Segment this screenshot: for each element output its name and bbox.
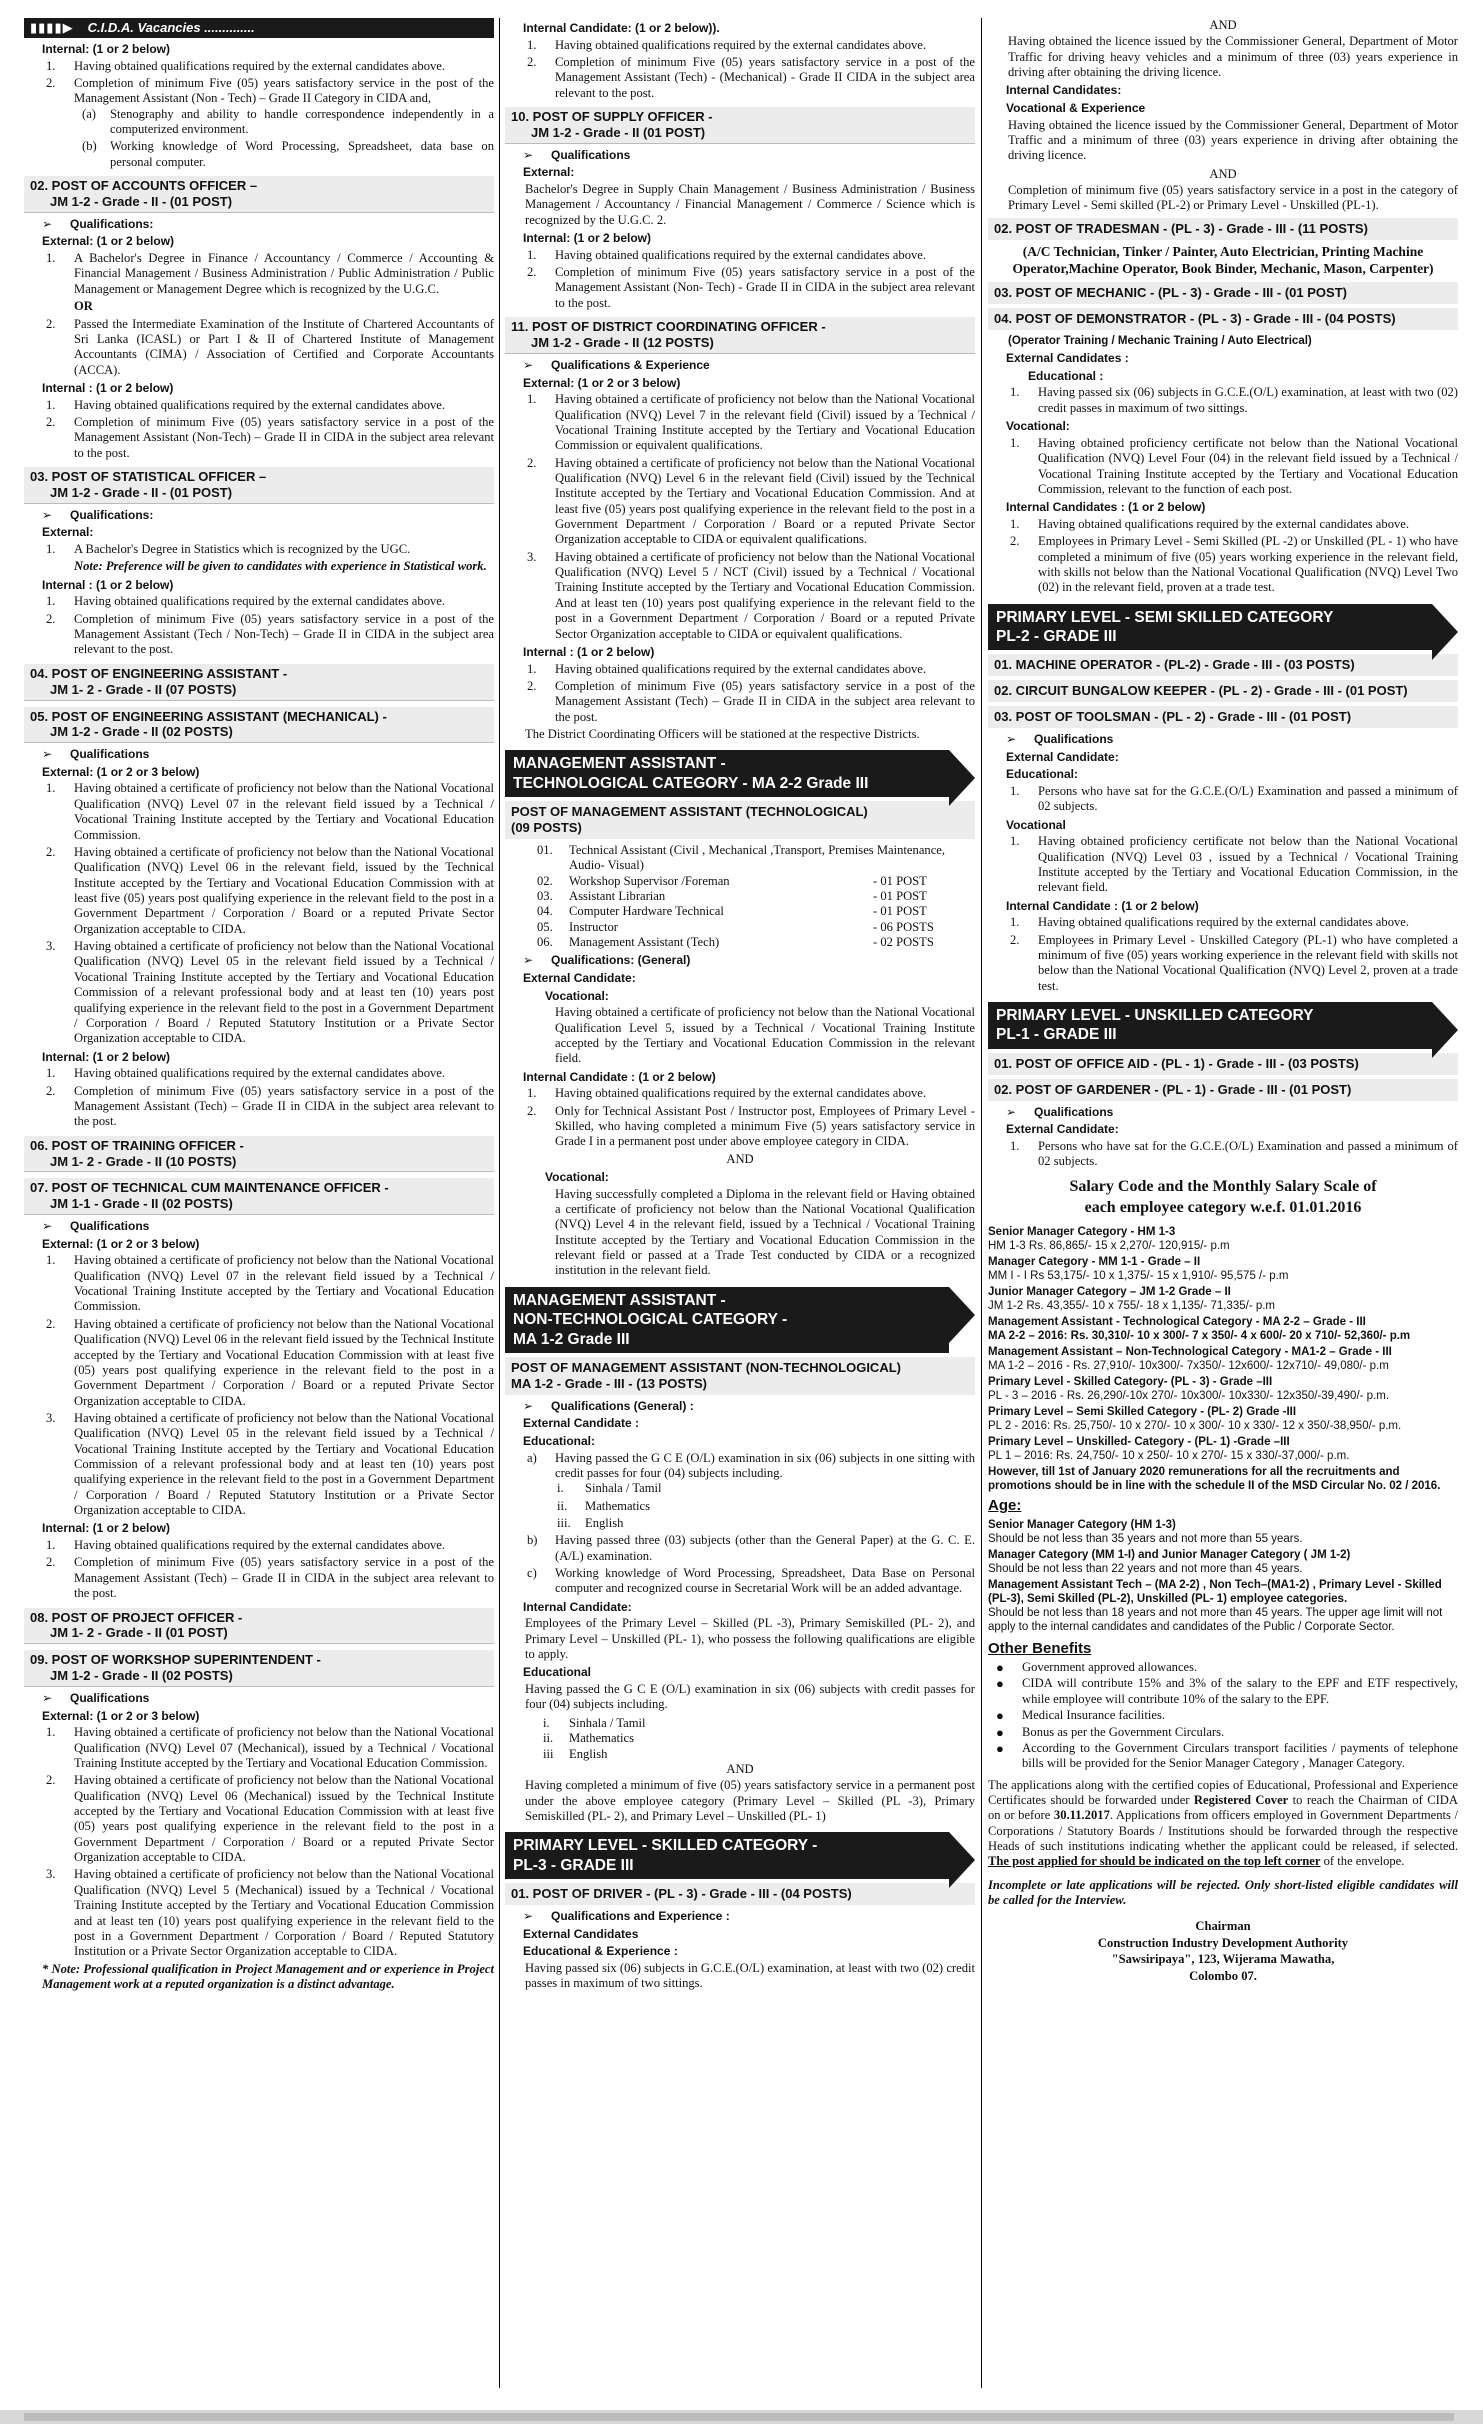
arrow-icon: ➢ [1006, 731, 1017, 746]
arrow-icon: ➢ [42, 1219, 53, 1234]
column-3 [988, 18, 1458, 2408]
category-banner: PRIMARY LEVEL - SEMI SKILLED CATEGORY PL-2 - GRADE III [988, 604, 1432, 651]
footer-bar [0, 2410, 1483, 2424]
age-item: Senior Manager Category (HM 1-3) Should be not less than 35 years and not more than 55 years. [988, 1518, 1303, 1545]
arrow-icon: ➢ [523, 1398, 534, 1413]
list-item: 3. Having obtained a certificate of proficiency not below than the National Vocational Qualification (NVQ) Level 5 / NCT (Civil) issued by a Technical / Vocational Training Institute accepted by the Tertiary and Vocational Education Commission. And at least ten (10) years post qualifying experience in the relevant field to the post in a Government Department / Corporation / Board or a reputed Private Sector Organization acceptable to CIDA or equivalent qualifications. [527, 549, 975, 641]
list-item: 2. Employees in Primary Level - Semi Skilled (PL -2) or Unskilled (PL - 1) who have completed a minimum of five (05) years working experience in the relevant field, with skills not below than the National Vocational Qualification (NVQ) Level Two (02) in the relevant field, proven at a trade test. [1010, 534, 1458, 595]
section-label: Vocational: [545, 1170, 609, 1185]
header-banner [24, 18, 494, 38]
paragraph: Having completed a minimum of five (05) years satisfactory service in a permanent post under the above employee category (Primary Level – Skilled (PL -3), Primary Semiskilled (PL- 2), and Primary Level – Unskilled (PL- 1) [525, 1778, 975, 1823]
salary-item: Primary Level – Unskilled- Category - (PL- 1) -Grade –III PL 1 – 2016: Rs. 24,750/- 10 x 250/- 10 x 270/- 15 x 330/-37,000/- p.m. [988, 1436, 1350, 1463]
post-heading: 09. POST OF WORKSHOP SUPERINTENDENT - JM 1-2 - Grade - II (02 POSTS) [24, 1650, 494, 1687]
category-banner: MANAGEMENT ASSISTANT - TECHNOLOGICAL CATEGORY - MA 2-2 Grade III [505, 750, 949, 797]
section-label: Internal: (1 or 2 below) [523, 231, 652, 246]
arrow-icon: ➢ [42, 747, 53, 762]
list-item: iii English [543, 1746, 608, 1761]
list-item: 2. Having obtained a certificate of proficiency not below than the National Vocational Qualification (NVQ) Level 6 in the relevant field (Civil) issued by the Technical Institute accepted by the Tertiary and Vocational Education Commission. And at least five (05) years post qualifying experience in the relevant field to the post in a Government Department / Corporation / Board or a reputed Private Sector Organization acceptable to CIDA or equivalent qualifications. [527, 455, 975, 547]
section-label: External: (1 or 2 or 3 below) [42, 764, 200, 779]
list-item: 1. Having obtained qualifications required by the external candidates above. [527, 1086, 927, 1101]
qualifications-label: ➢ Qualifications: [42, 507, 154, 522]
benefits-list [988, 1660, 1458, 1772]
section-label: Internal Candidate : (1 or 2 below) [1006, 898, 1199, 913]
list-item: 1. Having obtained proficiency certificate not below than the National Vocational Qualification (NVQ) Level Four (04) in the relevant field issued by a Technical / Vocational Training Institute accepted by the Tertiary and Vocational Education Commission, relevant to the function of each post. [1010, 435, 1458, 496]
list-item: 3. Having obtained a certificate of proficiency not below than the National Vocational Qualification (NVQ) Level 05 in the relevant field issued by a Technical / Vocational Training Institute accepted by the Tertiary and Vocational Education Commission of a relevant professional body and at least ten (10) years post qualifying experience in the relevant field to the post in a Government Department / Corporation / Board / Reputed Statutory Institution or a Private Sector Organization acceptable to CIDA. [46, 939, 494, 1046]
list-item: 1. Having obtained qualifications required by the external candidates above. [527, 661, 927, 676]
section-label: Educational : [1028, 368, 1104, 383]
list-item: 1. Persons who have sat for the G.C.E.(O/L) Examination and passed a minimum of 02 subjects. [1010, 1138, 1458, 1169]
section-label: External Candidates : [1006, 351, 1129, 366]
list-item: (a) Stenography and ability to handle correspondence independently in a computerized environment. [82, 106, 494, 137]
paragraph: Employees of the Primary Level – Skilled (PL -3), Primary Semiskilled (PL- 2), and Primary Level – Unskilled (PL- 1), who possess the following qualifications are eligible to apply. [525, 1616, 975, 1662]
paragraph: Having passed six (06) subjects in G.C.E.(O/L) examination, at least with two (02) credit passes in maximum of two sittings. [525, 1960, 975, 1991]
paragraph: Bachelor's Degree in Supply Chain Management / Business Administration / Business Management / Accountancy / Financial Management / Commerce / Science which is recognized by the U.G.C. 2. [525, 182, 975, 227]
list-item: 2. Employees in Primary Level - Unskilled Category (PL-1) who have completed a minimum of five (05) years working experience in the relevant field with skills not below than the National Vocational Qualification (NVQ) Level 2, proven at a trade test. [1010, 932, 1458, 993]
column-1 [24, 18, 494, 2408]
list-item: 1. Having obtained qualifications required by the external candidates above. [46, 397, 446, 412]
arrow-icon: ➢ [42, 507, 53, 522]
salary-item: Primary Level - Skilled Category- (PL - 3) - Grade –III PL - 3 – 2016 - Rs. 26,290/-10x 270/- 10x300/- 10x330/- 12x350/-39,490/- p.m. [988, 1376, 1390, 1403]
column-2 [505, 18, 975, 2408]
table-row: 05. Instructor - 06 POSTS [537, 919, 934, 934]
section-label: Internal: (1 or 2 below) [42, 1049, 171, 1064]
section-label: External: (1 or 2 or 3 below) [42, 1708, 200, 1723]
post-heading: POST OF MANAGEMENT ASSISTANT (NON-TECHNOLOGICAL) MA 1-2 - Grade - III - (13 POSTS) [505, 1357, 975, 1395]
banner-arrow-icon: ▮▮▮▮▶ [30, 20, 74, 36]
post-heading: 01. POST OF DRIVER - (PL - 3) - Grade - III - (04 POSTS) [505, 1883, 975, 1905]
qualifications-label: ➢ Qualifications [42, 1219, 150, 1234]
and-separator: AND [1209, 18, 1237, 32]
post-list [535, 843, 975, 951]
post-heading: 11. POST OF DISTRICT COORDINATING OFFICER - JM 1-2 - Grade - II (12 POSTS) [505, 317, 975, 354]
list-item: 1. Having obtained qualifications required by the external candidates above. [1010, 516, 1410, 531]
list-item: 1. Having obtained proficiency certificate not below than the National Vocational Qualification (NVQ) Level 03 , issued by a Technical / Vocational Training Institute accepted by the Tertiary and Vocational Education Commission, in the relevant field. [1010, 834, 1458, 895]
list-item: 1. A Bachelor's Degree in Statistics which is recognized by the UGC. [46, 542, 411, 557]
qualifications-label: ➢ Qualifications: (General) [523, 953, 691, 968]
list-item: ● Medical Insurance facilities. [1022, 1708, 1458, 1723]
section-label: Vocational: [1006, 419, 1070, 434]
list-item: 1. Having obtained qualifications required by the external candidates above. [46, 1538, 446, 1553]
list-item: ● According to the Government Circulars transport facilities / payments of telephone bills will be provided for the Senior Manager Category , Manager Category. [1022, 1741, 1458, 1772]
qualifications-label: ➢ Qualifications [523, 147, 631, 162]
list-item: 1. A Bachelor's Degree in Finance / Accountancy / Commerce / Accounting & Financial Management / Business Administration / Public Administration / Public Management or Management Degree which is recognized by the U.G.C. [46, 251, 494, 296]
post-heading: 04. POST OF DEMONSTRATOR - (PL - 3) - Grade - III - (04 POSTS) [988, 308, 1458, 330]
list-item: 1. Having obtained a certificate of proficiency not below than the National Vocational Qualification (NVQ) Level 07 (Mechanical), issued by a Technical / Vocational Training Institute accepted by the Tertiary and Vocational Education Commission. [46, 1725, 494, 1770]
section-label: External: [42, 525, 94, 540]
category-banner: MANAGEMENT ASSISTANT - NON-TECHNOLOGICAL CATEGORY - MA 1-2 Grade III [505, 1287, 949, 1353]
list-item: 2. Having obtained a certificate of proficiency not below than the National Vocational Qualification (NVQ) Level 06 (Mechanical) issued by the Technical Institute accepted by the Tertiary and Vocational Education Commission with at least five (05) years post qualifying experience in the relevant field to the post in a Government Department / Corporation / Board or a reputed Private Sector Organization acceptable to CIDA. [46, 1773, 494, 1865]
arrow-icon: ➢ [1006, 1104, 1017, 1119]
and-separator: AND [726, 1151, 754, 1166]
post-heading: POST OF MANAGEMENT ASSISTANT (TECHNOLOGICAL) (09 POSTS) [505, 801, 975, 839]
list-item: 1. Having obtained a certificate of proficiency not below than the National Vocational Qualification (NVQ) Level 07 in the relevant field issued by a Technical / Vocational Training Institute accepted by the Tertiary and Vocational Education Commission. [46, 1253, 494, 1314]
arrow-icon: ➢ [523, 147, 534, 162]
list-item: 2. Completion of minimum Five (05) years satisfactory service in a post of the Management Assistant (Non-Tech) – Grade II in CIDA in the subject area relevant to the post. [46, 414, 494, 460]
or-separator: OR [74, 299, 93, 314]
note: Note: Preference will be given to candidates with experience in Statistical work. [74, 559, 487, 574]
salary-item: Junior Manager Category – JM 1-2 Grade – II JM 1-2 Rs. 43,355/- 10 x 755/- 18 x 1,135/- 71,335/- p.m [988, 1286, 1276, 1313]
section-label: Educational & Experience : [523, 1944, 678, 1959]
note: * Note: Professional qualification in Project Management and or experience in Project Management work at a reputed organization is a distinct advantage. [42, 1961, 494, 1991]
header-title: C.I.D.A. Vacancies .............. [87, 20, 255, 36]
list-item: ● Government approved allowances. [1022, 1660, 1458, 1675]
salary-title: Salary Code and the Monthly Salary Scale of each employee category w.e.f. 01.01.2016 [1069, 1178, 1377, 1217]
post-heading: 05. POST OF ENGINEERING ASSISTANT (MECHANICAL) - JM 1-2 - Grade - II (02 POSTS) [24, 707, 494, 744]
section-label: External Candidates [523, 1926, 639, 1941]
list-item: (b) Working knowledge of Word Processing, Spreadsheet, data base on personal computer. [82, 139, 494, 169]
post-heading: 03. POST OF MECHANIC - (PL - 3) - Grade - III - (01 POST) [988, 282, 1458, 304]
list-item: ● CIDA will contribute 15% and 3% of the salary to the EPF and ETF respectively, while employee will contribute 10% of the salary to the EPF. [1022, 1676, 1458, 1707]
section-label: External: (1 or 2 below) [42, 234, 175, 249]
age-item: Manager Category (MM 1-I) and Junior Manager Category ( JM 1-2) Should be not less than 22 years and not more than 45 years. [988, 1548, 1351, 1575]
post-heading: 01. POST OF OFFICE AID - (PL - 1) - Grade - III - (03 POSTS) [988, 1053, 1458, 1075]
qualifications-label: ➢ Qualifications: [42, 216, 154, 231]
list-item: i. Sinhala / Tamil [543, 1715, 646, 1730]
list-item: 2. Completion of minimum Five (05) years satisfactory service in a post of the Management Assistant (Tech) – Grade II in CIDA in the subject area relevant to the post. [46, 1555, 494, 1601]
qualifications-label: ➢ Qualifications [42, 1690, 150, 1705]
list-item: b) Having passed three (03) subjects (other than the General Paper) at the G. C. E. (A/L) examination. [527, 1533, 975, 1563]
list-item: 1. Having passed six (06) subjects in G.C.E.(O/L) examination, at least with two (02) credit passes in maximum of two sittings. [1010, 385, 1458, 415]
list-item: 3. Having obtained a certificate of proficiency not below than the National Vocational Qualification (NVQ) Level 5 (Mechanical) issued by a Technical / Vocational Training Institute accepted by the Tertiary and Vocational Education Commission and at least ten (10) years post qualifying experience in the relevant field to the post in a Government Department / Corporation / Board / Reputed Statutory Institution or a Private Sector Organization acceptable to CIDA. [46, 1867, 494, 1959]
list-item: 2. Completion of minimum Five (05) years satisfactory service in a post of the Management Assistant (Tech) – Grade II in CIDA in the subject area relevant to the post. [46, 1083, 494, 1129]
list-item: 2. Having obtained a certificate of proficiency not below than the National Vocational Qualification (NVQ) Level 06 in the relevant field, issued by the Technical Institute accepted by the Tertiary and Vocational Education Commission with at least five (05) years post qualifying experience in the relevant field to the post in a Government Department / Corporation / Board or a reputed Private Sector Organization acceptable to CIDA. [46, 844, 494, 936]
section-label: (Operator Training / Mechanic Training / Auto Electrical) [1008, 335, 1312, 348]
table-row: 01. Technical Assistant (Civil , Mechanical ,Transport, Premises Maintenance, Audio- Visual) [537, 842, 946, 873]
post-heading: 10. POST OF SUPPLY OFFICER - JM 1-2 - Grade - II (01 POST) [505, 107, 975, 144]
salary-item: Management Assistant – Non-Technological Category - MA1-2 – Grade - III MA 1-2 – 2016 - Rs. 27,910/- 10x300/- 7x350/- 12x600/- 12x710/- 49,080/- p.m [988, 1346, 1392, 1373]
section-label: Internal : (1 or 2 below) [42, 577, 174, 592]
salary-item: Manager Category - MM 1-1 - Grade – II MM I - I Rs 53,175/- 10 x 1,375/- 15 x 1,910/- 95,575 /- p.m [988, 1256, 1289, 1283]
list-item: 2. Passed the Intermediate Examination of the Institute of Chartered Accountants of Sri Lanka (ICASL) or Part I & II of Chartered Institute of Management Accountants (CIMA) / Association of Certified and Corporate Accountants (ACCA). [46, 316, 494, 377]
list-item: 3. Having obtained a certificate of proficiency not below than the National Vocational Qualification (NVQ) Level 05 in the relevant field issued by a Technical / Vocational Training Institute accepted by the Tertiary and Vocational Education Commission of a relevant professional body and at least ten (10) years post qualifying experience in the relevant field to the post in a Government Department / Corporation / Board / Reputed Statutory Institution or a Private Sector Organization acceptable to CIDA. [46, 1410, 494, 1518]
column-rule [981, 18, 982, 2388]
section-label: Vocational & Experience [1006, 101, 1146, 116]
table-row: 04. Computer Hardware Technical - 01 POST [537, 904, 927, 919]
post-heading: 02. POST OF ACCOUNTS OFFICER – JM 1-2 - Grade - II - (01 POST) [24, 176, 494, 213]
notice: Incomplete or late applications will be rejected. Only short-listed eligible candidates will be called for the Interview. [988, 1877, 1458, 1908]
section-label: External Candidate: [523, 970, 636, 985]
post-heading: 07. POST OF TECHNICAL CUM MAINTENANCE OFFICER - JM 1-1 - Grade - II (02 POSTS) [24, 1178, 494, 1215]
qualifications-label: ➢ Qualifications [42, 747, 150, 762]
paragraph: Having obtained the licence issued by the Commissioner General, Department of Motor Traffic and a minimum of three (03) years experience in driving after obtaining the driving licence. [1008, 117, 1458, 163]
post-heading: 02. POST OF TRADESMAN - (PL - 3) - Grade - III - (11 POSTS) [988, 218, 1458, 240]
salary-item: Senior Manager Category - HM 1-3 HM 1-3 Rs. 86,865/- 15 x 2,270/- 120,915/- p.m [988, 1226, 1230, 1253]
section-label: Educational: [523, 1433, 596, 1448]
post-heading: 02. CIRCUIT BUNGALOW KEEPER - (PL - 2) - Grade - III - (01 POST) [988, 680, 1458, 702]
arrow-icon: ➢ [523, 1908, 534, 1923]
arrow-icon: ➢ [523, 953, 534, 968]
arrow-icon: ➢ [523, 357, 534, 372]
list-item: 2. Having obtained a certificate of proficiency not below than the National Vocational Qualification (NVQ) Level 06 in the relevant field issued by the Technical Institute accepted by the Tertiary and Vocational Education Commission with at least five (05) years post qualifying experience in the relevant field to the post in a Government Department / Corporation / Board or a reputed Private Sector Organization acceptable to CIDA. [46, 1316, 494, 1408]
paragraph: The District Coordinating Officers will be stationed at the respective Districts. [525, 726, 920, 741]
list-item: 1. Having obtained qualifications required by the external candidates above. [46, 58, 446, 73]
section-label: External: (1 or 2 or 3 below) [42, 1236, 200, 1251]
category-banner: PRIMARY LEVEL - SKILLED CATEGORY - PL-3 - GRADE III [505, 1832, 949, 1879]
list-item: 2. Completion of minimum Five (05) years satisfactory service in a post of the Management Assistant (Tech / Non-Tech) – Grade II in CIDA in the subject area relevant to the post. [46, 611, 494, 657]
section-label: Internal: (1 or 2 below) [42, 42, 171, 56]
trade-list: (A/C Technician, Tinker / Painter, Auto Electrician, Printing Machine Operator,Machine Operator, Book Binder, Mechanic, Mason, Carpenter) [1012, 243, 1434, 276]
and-separator: AND [726, 1761, 754, 1776]
list-item: 1. Having obtained qualifications required by the external candidates above. [1010, 915, 1410, 930]
list-item: a) Having passed the G C E (O/L) examination in six (06) subjects in one sitting with credit passes for four (04) subjects including. i. Sinhala / Tamil ii. Mathematics iii. English [527, 1450, 975, 1530]
qualifications-label: ➢ Qualifications (General) : [523, 1398, 694, 1413]
section-label: Internal: (1 or 2 below) [42, 1521, 171, 1536]
benefits-heading: Other Benefits [988, 1639, 1092, 1657]
paragraph: Having successfully completed a Diploma in the relevant field or Having obtained a certificate of proficiency not below than the National Vocational Qualification (NVQ) Level 4 in the relevant field, issued by a Technical / Vocational Training Institute accepted by the Tertiary and Vocational Education Commission in the relevant field or passed at a Trade Test conducted by CIDA or a recognized institution in the relevant field. [555, 1186, 975, 1278]
post-heading: 02. POST OF GARDENER - (PL - 1) - Grade - III - (01 POST) [988, 1079, 1458, 1101]
list-item: 1. Persons who have sat for the G.C.E.(O/L) Examination and passed a minimum of 02 subjects. [1010, 783, 1458, 814]
column-rule [499, 18, 500, 2388]
section-label: Vocational [1006, 817, 1066, 832]
section-label: External: (1 or 2 or 3 below) [523, 375, 681, 390]
post-heading: 04. POST OF ENGINEERING ASSISTANT - JM 1- 2 - Grade - II (07 POSTS) [24, 664, 494, 701]
post-heading: 01. MACHINE OPERATOR - (PL-2) - Grade - III - (03 POSTS) [988, 654, 1458, 676]
paragraph: Having obtained the licence issued by the Commissioner General, Department of Motor Traffic for driving heavy vehicles and a minimum of three (03) years experience in driving after obtaining the driving licence. [1008, 34, 1458, 80]
list-item: 1. Having obtained qualifications required by the external candidates above. [46, 594, 446, 609]
list-item: 2. Completion of minimum Five (05) years satisfactory service in a post of the Management Assistant (Tech) - (Mechanical) - Grade II CIDA in the subject area relevant to the post. [527, 54, 975, 100]
salary-item: Management Assistant - Technological Category - MA 2-2 – Grade - III MA 2-2 – 2016: Rs. 30,310/- 10 x 300/- 7 x 350/- 4 x 600/- 20 x 710/- 52,360/- p.m [988, 1316, 1411, 1343]
signature-block: Chairman Construction Industry Development Authority "Sawsiripaya", 123, Wijerama Mawatha, Colombo 07. [1097, 1919, 1349, 1983]
list-item: 1. Having obtained qualifications required by the external candidates above. [46, 1066, 446, 1081]
section-label: External Candidate: [1006, 749, 1119, 764]
section-label: Internal Candidate: (1 or 2 below)). [523, 21, 720, 35]
list-item: 1. Having obtained a certificate of proficiency not below than the National Vocational Qualification (NVQ) Level 07 in the relevant field issued by a Technical / Vocational Training Institute accepted by the Tertiary and Vocational Education Commission. [46, 781, 494, 842]
list-item: 1. Having obtained qualifications required by the external candidates above. [527, 247, 927, 262]
table-row: 02. Workshop Supervisor /Foreman - 01 POST [537, 873, 927, 888]
paragraph: Completion of minimum five (05) years satisfactory service in a post in the category of Primary Level - Semi skilled (PL-2) or Primary Level - Unskilled (PL-1). [1008, 183, 1458, 213]
section-label: Internal Candidate : (1 or 2 below) [523, 1069, 716, 1084]
section-label: External Candidate: [1006, 1122, 1119, 1137]
section-label: External Candidate : [523, 1416, 640, 1431]
section-label: Educational: [1006, 767, 1079, 782]
qualifications-label: ➢ Qualifications & Experience [523, 357, 710, 372]
section-label: Educational [523, 1665, 592, 1680]
paragraph: Having obtained a certificate of proficiency not below than the National Vocational Qualification Level 5, issued by a Technical / Vocational Training Institute accepted by the Tertiary and Vocational Education Commission in the relevant field. [555, 1005, 975, 1066]
category-banner: PRIMARY LEVEL - UNSKILLED CATEGORY PL-1 - GRADE III [988, 1002, 1432, 1049]
qualifications-label: ➢ Qualifications [1006, 1104, 1114, 1119]
age-item: Management Assistant Tech – (MA 2-2) , Non Tech–(MA1-2) , Primary Level - Skilled (PL-3), Semi Skilled (PL-2), Unskilled (PL- 1) employee categories. Should be not less than 18 years and not more than 45 years. The upper age limit will not apply to the internal candidates and candidates of the Public / Corporate Sector. [988, 1578, 1443, 1633]
list-item: 2. Completion of minimum Five (05) years satisfactory service in a post of the Management Assistant (Non- Tech) - Grade II in CIDA in the subject area relevant to the post. [527, 265, 975, 310]
list-item: c) Working knowledge of Word Processing, Spreadsheet, Data Base on Personal computer and recognized course in Secretarial Work will be an added advantage. [527, 1566, 975, 1596]
list-item: ii. Mathematics [543, 1731, 635, 1746]
section-label: Internal Candidate: [523, 1599, 632, 1614]
post-heading: 03. POST OF STATISTICAL OFFICER – JM 1-2 - Grade - II - (01 POST) [24, 467, 494, 504]
qualifications-label: ➢ Qualifications [1006, 731, 1114, 746]
salary-item: Primary Level – Semi Skilled Category - (PL- 2) Grade -III PL 2 - 2016: Rs. 25,750/- 10 x 270/- 10 x 300/- 10 x 330/- 12 x 350/-38,950/- p.m. [988, 1406, 1402, 1433]
age-heading: Age: [988, 1497, 1022, 1515]
section-label: Internal Candidates: [1006, 83, 1122, 98]
qualifications-label: ➢ Qualifications and Experience : [523, 1908, 730, 1923]
table-row: 06. Management Assistant (Tech) - 02 POSTS [537, 934, 934, 949]
list-item: 1. Having obtained qualifications required by the external candidates above. [527, 37, 927, 52]
list-item: ● Bonus as per the Government Circulars. [1022, 1725, 1458, 1740]
post-heading: 03. POST OF TOOLSMAN - (PL - 2) - Grade - III - (01 POST) [988, 706, 1458, 728]
arrow-icon: ➢ [42, 216, 53, 231]
table-row: 03. Assistant Librarian - 01 POST [537, 888, 927, 903]
paragraph: Having passed the G C E (O/L) examination in six (06) subjects with credit passes for four (04) subjects including. [525, 1682, 975, 1712]
section-label: External: [523, 165, 575, 180]
and-separator: AND [1209, 166, 1237, 181]
salary-note: However, till 1st of January 2020 remunerations for all the recruitments and promotions should be in line with the schedule II of the MSD Circular No. 02 / 2016. [988, 1466, 1441, 1493]
section-label: Internal Candidates : (1 or 2 below) [1006, 500, 1206, 515]
section-label: Internal : (1 or 2 below) [523, 644, 655, 659]
post-heading: 08. POST OF PROJECT OFFICER - JM 1- 2 - Grade - II (01 POST) [24, 1608, 494, 1645]
salary-list [988, 1225, 1458, 1493]
application-instructions: The applications along with the certified copies of Educational, Professional and Experience Certificates should be forwarded under Registered Cover to reach the Chairman of CIDA on or before 30.11.2017. Applications from officers employed in Government Departments / Corporations / Statutory Boards / Institutions should be forwarded through the respective Heads of such institutions indicating whether the applicant could be released, if selected. The post applied for should be indicated on the top left corner of the envelope. [988, 1777, 1458, 1869]
arrow-icon: ➢ [42, 1690, 53, 1705]
section-label: Internal : (1 or 2 below) [42, 380, 174, 395]
list-item: 2. Only for Technical Assistant Post / Instructor post, Employees of Primary Level - Skilled, who having completed a minimum Five (5) years satisfactory service in Grade I in a permanent post under above employee category in CIDA. [527, 1103, 975, 1149]
post-heading: 06. POST OF TRAINING OFFICER - JM 1- 2 - Grade - II (10 POSTS) [24, 1136, 494, 1173]
list-item: 2. Completion of minimum Five (05) years satisfactory service in a post of the Management Assistant (Tech) – Grade II in CIDA in the subject area relevant to the post. [527, 678, 975, 724]
section-label: Vocational: [545, 988, 609, 1003]
list-item: 2. Completion of minimum Five (05) years satisfactory service in the post of the Management Assistant (Non - Tech) – Grade II Category in CIDA and, (a) Stenography and ability to handle correspondence independently in a computerized environment. (b) Working knowledge of Word Processing, Spreadsheet, data base on personal computer. [46, 75, 494, 169]
list-item: 1. Having obtained a certificate of proficiency not below than the National Vocational Qualification (NVQ) Level 7 in the relevant field (Civil) issued by a Technical / Vocational Training Institute accepted by the Tertiary and Vocational Education Commission or equivalent qualifications. [527, 392, 975, 453]
